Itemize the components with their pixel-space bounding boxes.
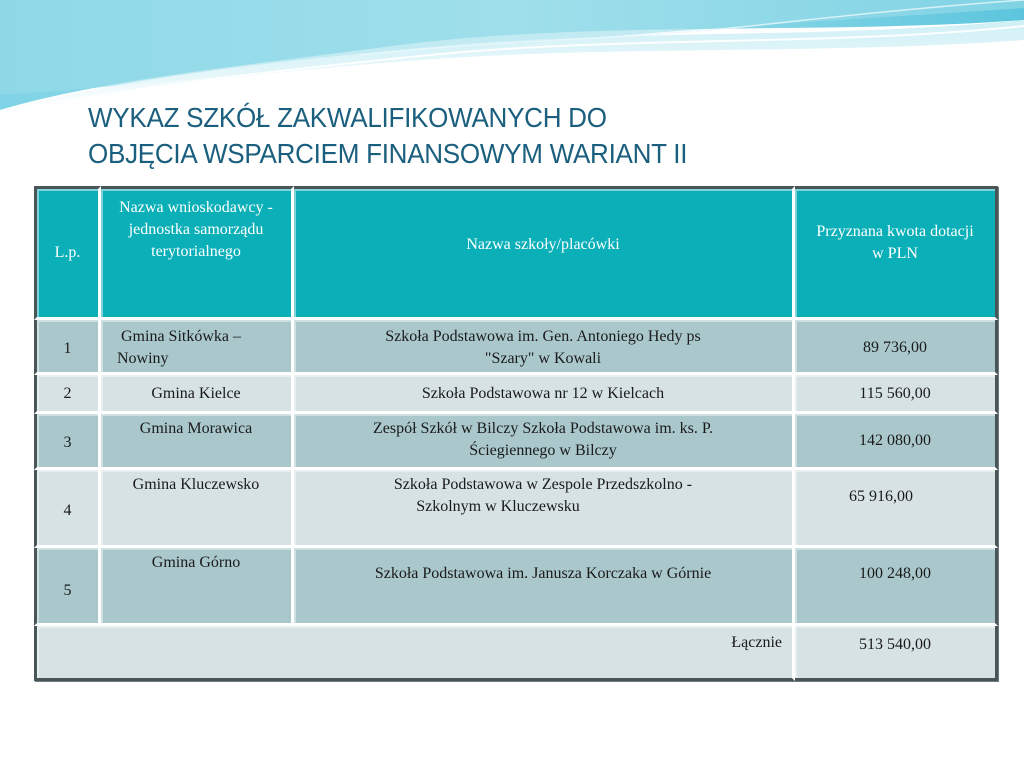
- cell-lp: 1: [34, 320, 101, 375]
- cell-school: [294, 320, 795, 375]
- cell-lp: 5: [34, 548, 101, 626]
- cell-lp: 2: [34, 375, 101, 414]
- header-amount: [795, 186, 998, 320]
- cell-amount: 65 916,00: [795, 470, 998, 548]
- cell-school: [294, 414, 795, 470]
- title-line-2: OBJĘCIA WSPARCIEM FINANSOWYM WARIANT II: [88, 138, 688, 169]
- cell-amount: 142 080,00: [795, 414, 998, 470]
- header-school-label: Nazwa szkoły/placówki: [466, 236, 620, 253]
- cell-applicant: [101, 320, 294, 375]
- cell-applicant-text: Gmina Sitkówka – Nowiny: [117, 328, 241, 367]
- total-label: Łącznie: [34, 626, 795, 681]
- header-applicant-label: Nazwa wnioskodawcy - jednostka samorządu terytorialnego: [119, 199, 273, 260]
- cell-school-line-2: Ściegiennego w Bilczy: [469, 442, 617, 459]
- page-title: [88, 100, 925, 172]
- schools-table: [34, 186, 998, 681]
- table-row: [34, 414, 998, 470]
- cell-school: [294, 375, 795, 414]
- header-lp-label: L.p.: [54, 244, 81, 261]
- cell-lp: 3: [34, 414, 101, 470]
- cell-amount: 89 736,00: [795, 320, 998, 375]
- cell-school-line-1: Szkoła Podstawowa im. Gen. Antoniego Hedy ps: [385, 328, 701, 345]
- cell-school: [294, 548, 795, 626]
- total-amount: 513 540,00: [795, 626, 998, 681]
- cell-school-line-1: Zespół Szkół w Bilczy Szkoła Podstawowa im. ks. P.: [373, 420, 713, 437]
- cell-school-line-1: Szkoła Podstawowa nr 12 w Kielcach: [421, 385, 665, 402]
- header-school: [294, 186, 795, 320]
- cell-school-line-1: Szkoła Podstawowa w Zespole Przedszkolno -: [393, 476, 693, 493]
- table-row: [34, 375, 998, 414]
- cell-school-line-1: Szkoła Podstawowa im. Janusza Korczaka w Górnie: [374, 565, 712, 582]
- header-lp: [34, 186, 101, 320]
- cell-applicant: Gmina Górno: [101, 548, 294, 626]
- cell-school-line-2: "Szary" w Kowali: [484, 350, 602, 367]
- table-row: [34, 320, 998, 375]
- cell-school: [294, 470, 795, 548]
- cell-applicant: Gmina Kielce: [101, 375, 294, 414]
- cell-amount: 100 248,00: [795, 548, 998, 626]
- total-row: [34, 626, 998, 681]
- header-amount-label: Przyznana kwota dotacji w PLN: [816, 223, 974, 262]
- header-applicant: [101, 186, 294, 320]
- cell-school-line-2: Szkolnym w Kluczewsku: [416, 498, 580, 515]
- cell-lp: 4: [34, 470, 101, 548]
- cell-applicant: Gmina Kluczewsko: [101, 470, 294, 548]
- title-line-1: WYKAZ SZKÓŁ ZAKWALIFIKOWANYCH DO: [88, 102, 607, 133]
- table-header-row: [34, 186, 998, 320]
- table-row: [34, 470, 998, 548]
- cell-amount: 115 560,00: [795, 375, 998, 414]
- table-row: [34, 548, 998, 626]
- cell-applicant: Gmina Morawica: [101, 414, 294, 470]
